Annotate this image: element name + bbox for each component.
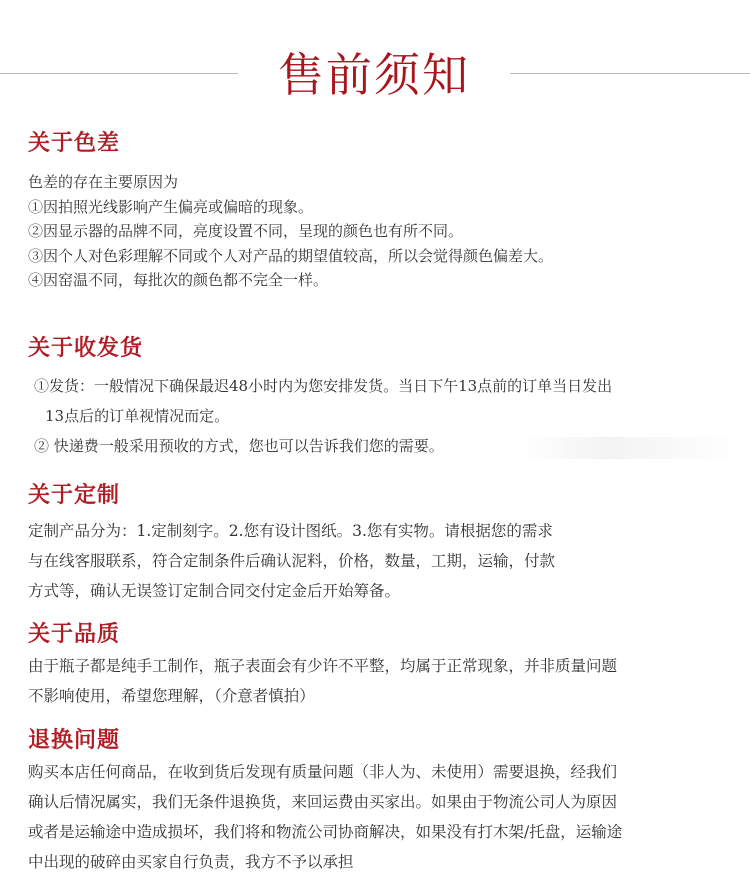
color-reasons-list	[28, 170, 740, 293]
header-divider-right	[510, 73, 750, 74]
list-item: ④因窑温不同，每批次的颜色都不完全一样。	[28, 271, 329, 289]
section-title-custom: 关于定制	[28, 482, 121, 508]
list-item: 购买本店任何商品，在收到货后发现有质量问题（非人为、未使用）需要退换，经我们	[28, 763, 618, 781]
faint-highlight	[520, 437, 740, 459]
section-title-quality: 关于品质	[28, 621, 121, 647]
list-item: ①因拍照光线影响产生偏亮或偏暗的现象。	[28, 197, 314, 216]
list-item: 定制产品分为：1.定制刻字。2.您有设计图纸。3.您有实物。请根据您的需求	[28, 522, 553, 540]
list-item: 与在线客服联系，符合定制条件后确认泥料，价格，数量，工期，运输，付款	[28, 552, 556, 570]
returns-list	[28, 757, 740, 877]
list-item: 确认后情况属实，我们无条件退换货，来回运费由买家出。如果由于物流公司人为原因	[28, 793, 618, 811]
header-divider-left	[0, 73, 238, 74]
section-title-returns: 退换问题	[28, 727, 121, 753]
list-item: 色差的存在主要原因为	[28, 173, 179, 191]
list-item: ② 快递费一般采用预收的方式，您也可以告诉我们您的需要。	[34, 437, 444, 455]
custom-list	[28, 516, 740, 606]
section-customization	[28, 480, 740, 606]
page-header	[0, 40, 750, 110]
list-item: ①发货：一般情况下确保最迟48小时内为您安排发货。当日下午13点前的订单当日发出	[34, 377, 613, 395]
quality-list	[28, 651, 740, 711]
list-item: 不影响使用，希望您理解，（介意者慎拍）	[28, 687, 315, 705]
page-title: 售前须知	[278, 48, 470, 102]
list-item: ②因显示器的品牌不同，亮度设置不同，呈现的颜色也有所不同。	[28, 222, 464, 240]
list-item: ③因个人对色彩理解不同或个人对产品的期望值较高，所以会觉得颜色偏差大。	[28, 246, 554, 265]
section-title-shipping: 关于收发货	[28, 335, 144, 361]
list-item: 由于瓶子都是纯手工制作，瓶子表面会有少许不平整，均属于正常现象，并非质量问题	[28, 657, 618, 675]
list-item: 13点后的订单视情况而定。	[45, 407, 230, 425]
section-color-difference	[28, 128, 740, 293]
list-item: 或者是运输途中造成损坏，我们将和物流公司协商解决，如果没有打木架/托盘，运输途	[28, 823, 623, 841]
section-returns	[28, 725, 740, 877]
list-item: 方式等，确认无误签订定制合同交付定金后开始筹备。	[28, 582, 401, 600]
section-quality	[28, 619, 740, 711]
list-item: 中出现的破碎由买家自行负责，我方不予以承担	[28, 853, 354, 871]
section-title-color: 关于色差	[28, 130, 121, 156]
